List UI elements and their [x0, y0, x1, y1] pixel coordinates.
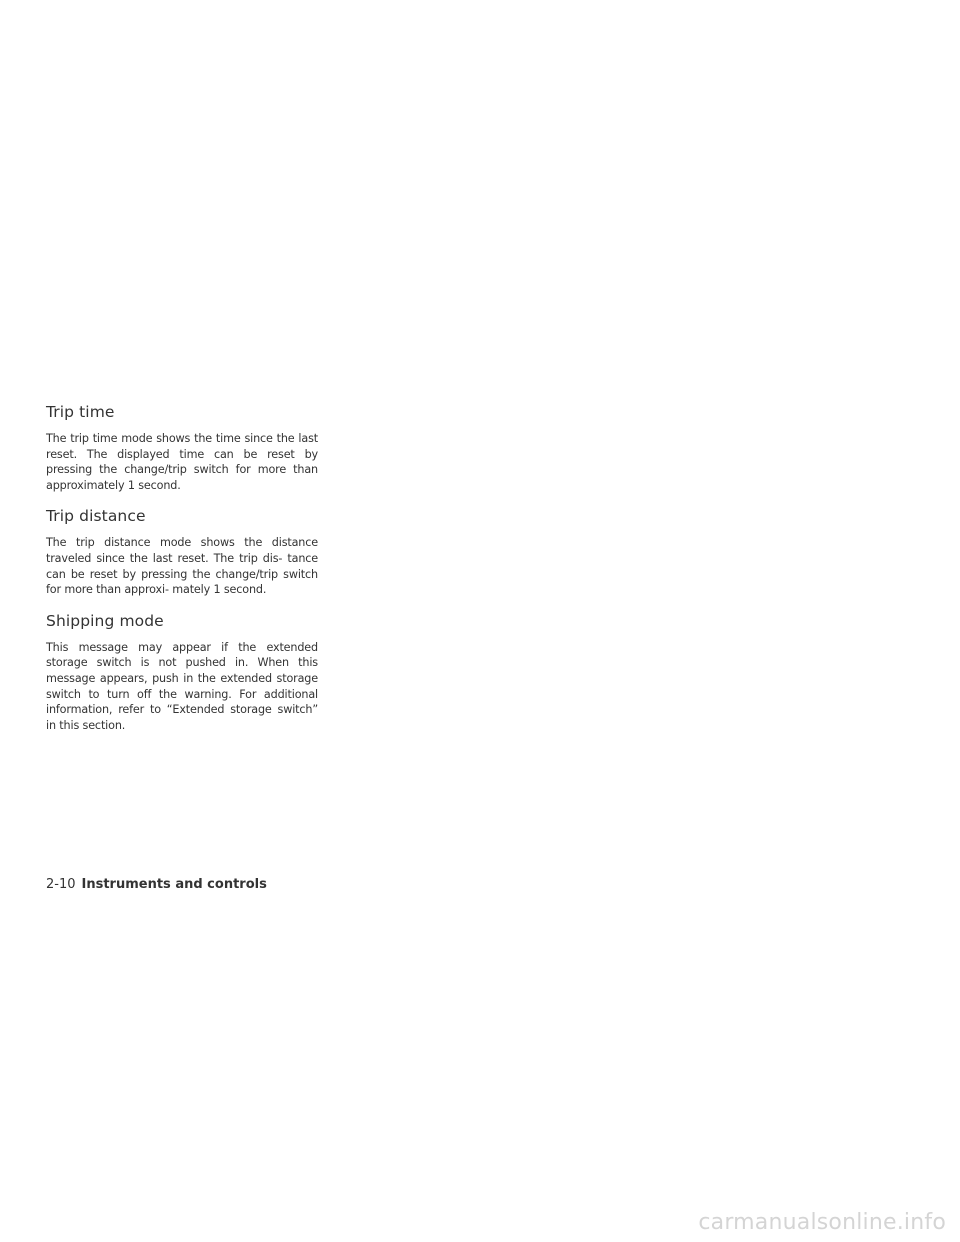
section-title: Shipping mode: [46, 611, 164, 630]
section-body: This message may appear if the extended storage switch is not pushed in. When this message appears, push in the extended storage switch to turn off the warning. For additional information, refer to “Extended storage switch” in this section.: [46, 640, 318, 732]
section-body: The trip time mode shows the time since the last reset. The displayed time can be reset by pressing the change/trip switch for more than approximately 1 second.: [46, 432, 318, 492]
section-title: Trip time: [46, 403, 115, 421]
watermark: carmanualsonline.info: [698, 1210, 946, 1235]
section-trip-distance: [46, 506, 318, 597]
section-trip-time: [46, 402, 318, 493]
section-body: The trip distance mode shows the distance traveled since the last reset. The trip dis- tance can be reset by pressing the change/trip switch for more than approxi- mately 1 second.: [46, 536, 318, 597]
chapter-title: Instruments and controls: [81, 877, 267, 892]
section-shipping-mode: [46, 611, 318, 734]
section-title: Trip distance: [46, 507, 146, 526]
page-number: 2-10: [46, 877, 76, 892]
page-footer: [46, 877, 267, 892]
content-column: [46, 402, 318, 746]
